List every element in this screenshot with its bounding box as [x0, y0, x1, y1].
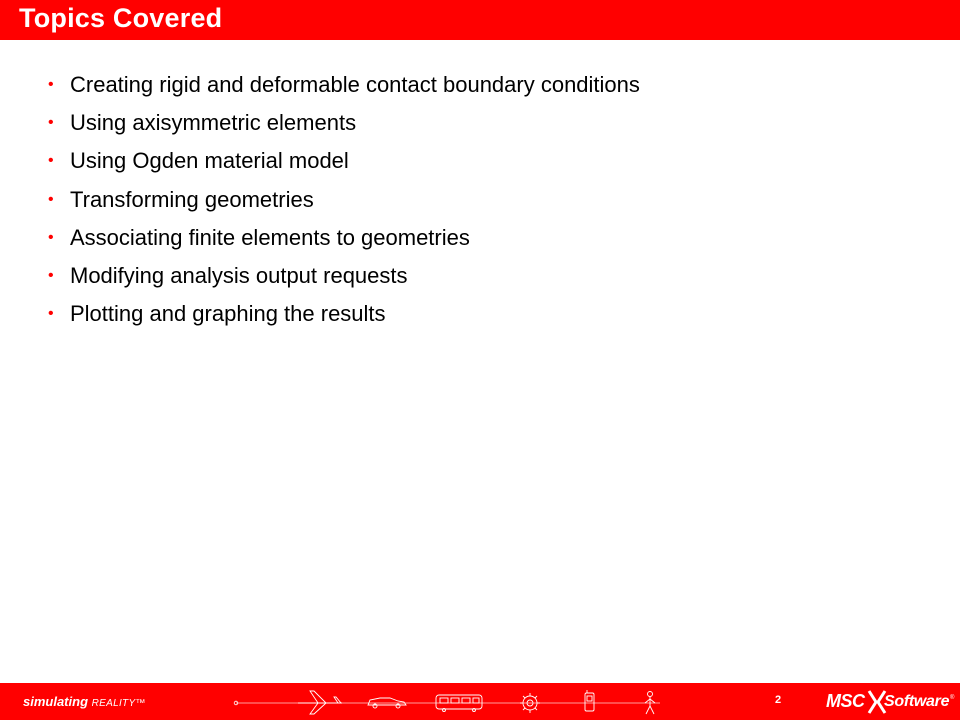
slide-title: Topics Covered — [19, 3, 223, 33]
bullet-icon: • — [48, 228, 54, 246]
bullet-icon: • — [48, 152, 54, 170]
bullet-icon: • — [48, 190, 54, 208]
list-item-text: Plotting and graphing the results — [70, 301, 386, 327]
page-number: 2 — [774, 694, 782, 706]
bullet-icon: • — [48, 76, 54, 93]
list-item-text: Associating finite elements to geometries — [70, 224, 470, 250]
logo-software-text: Software — [884, 693, 950, 710]
list-item-text: Modifying analysis output requests — [70, 262, 408, 288]
tagline-reality: REALITY™ — [91, 698, 146, 709]
bullet-icon: • — [48, 114, 54, 132]
footer-bar — [0, 683, 960, 720]
list-item-text: Creating rigid and deformable contact boundary conditions — [70, 72, 640, 97]
list-item-text: Using Ogden material model — [70, 148, 349, 174]
title-bar — [0, 0, 960, 40]
tagline — [23, 694, 146, 709]
logo-registered-mark: ® — [950, 695, 955, 701]
list-item-text: Transforming geometries — [70, 186, 314, 212]
bullet-icon: • — [48, 266, 54, 284]
msc-software-logo — [826, 689, 956, 715]
airplane-icon — [298, 691, 342, 714]
list-item-text: Using axisymmetric elements — [70, 110, 357, 136]
bullet-icon: • — [48, 305, 54, 323]
phone-icon — [585, 690, 594, 711]
simulation-strip — [230, 687, 690, 717]
train-icon — [436, 695, 482, 712]
tagline-main: simulating — [23, 694, 89, 709]
logo-msc-text: MSC — [826, 691, 865, 711]
